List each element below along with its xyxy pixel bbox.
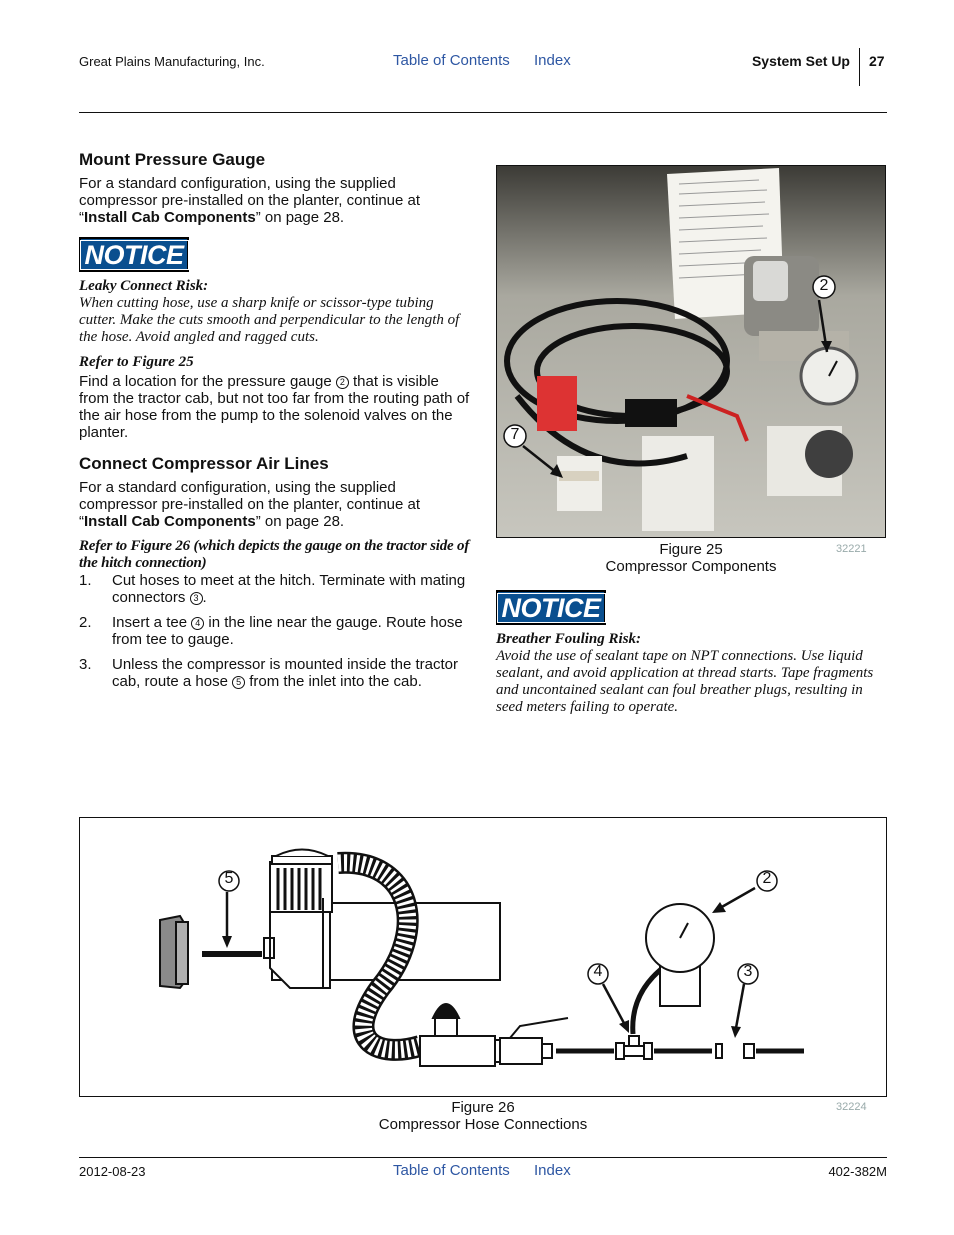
connect-air-lines-title: Connect Compressor Air Lines [79, 454, 329, 473]
find-location-paragraph: Find a location for the pressure gauge 2 that is visible from the tractor cab, but not too far from the routing path of the air hose from the pump to the solenoid valves on the planter. [79, 373, 470, 441]
callout-2-inline: 2 [336, 376, 349, 389]
photo-callout-7: 7 [510, 426, 520, 443]
toc-link-header[interactable]: Table of Contents [393, 52, 510, 69]
callout-5-inline: 5 [232, 676, 245, 689]
figure-26-ref: 32224 [836, 1101, 867, 1113]
diagram-callout-5: 5 [224, 870, 234, 887]
mount-gauge-paragraph: For a standard configuration, using the supplied compressor pre-installed on the planter, continue at “Install Cab Components” on page 28. [79, 175, 421, 226]
footer-rule [79, 1157, 887, 1158]
document-number: 402-382M [828, 1164, 887, 1179]
step-item: 3. Unless the compressor is mounted inside the tractor cab, route a hose 5 from the inlet into the cab. [79, 656, 458, 690]
breather-fouling-text: Avoid the use of sealant tape on NPT connections. Use liquid sealant, and avoid application at thread starts. Tape fragments and uncontained sealant can foul breather plugs, resulting in seed meters failing to operate. [496, 648, 874, 715]
diagram-callout-3: 3 [743, 963, 753, 980]
figure-25-caption: Figure 25 Compressor Components [605, 541, 777, 575]
hose-connections-diagram [79, 817, 887, 1097]
breather-fouling-title: Breather Fouling Risk: [496, 631, 642, 647]
header-divider [859, 48, 860, 86]
refer-figure-26: Refer to Figure 26 (which depicts the gauge on the tractor side of the hitch connection) [79, 538, 470, 571]
index-link-header[interactable]: Index [534, 52, 571, 69]
install-cab-ref-2: Install Cab Components [84, 513, 256, 530]
install-cab-ref-1: Install Cab Components [84, 209, 256, 226]
toc-link-footer[interactable]: Table of Contents [393, 1162, 510, 1179]
step-item: 1. Cut hoses to meet at the hitch. Terminate with mating connectors 3 . [79, 572, 466, 606]
photo-callout-2: 2 [819, 277, 829, 294]
callout-3-inline: 3 [190, 592, 203, 605]
diagram-callout-2: 2 [762, 870, 772, 887]
page-number: 27 [869, 53, 885, 69]
notice-badge-2: NOTICE [496, 590, 606, 625]
steps-list [79, 572, 471, 690]
leaky-connect-title: Leaky Connect Risk: [79, 278, 209, 294]
figure-26-caption: Figure 26 Compressor Hose Connections [378, 1099, 588, 1133]
footer-date: 2012-08-23 [79, 1164, 146, 1179]
refer-figure-25: Refer to Figure 25 [79, 354, 194, 370]
index-link-footer[interactable]: Index [534, 1162, 571, 1179]
step-item: 2. Insert a tee 4 in the line near the gauge. Route hose from tee to gauge. [79, 614, 463, 648]
company-name: Great Plains Manufacturing, Inc. [79, 54, 265, 69]
header-rule [79, 112, 887, 113]
leaky-connect-text: When cutting hose, use a sharp knife or scissor-type tubing cutter. Make the cuts smooth and perpendicular to the length of the hose. Avoid angled and ragged cuts. [79, 295, 460, 345]
callout-4-inline: 4 [191, 617, 204, 630]
section-name: System Set Up [751, 53, 850, 69]
diagram-callout-4: 4 [593, 963, 603, 980]
figure-25-ref: 32221 [836, 543, 867, 555]
mount-gauge-title: Mount Pressure Gauge [79, 150, 266, 169]
connect-paragraph: For a standard configuration, using the supplied compressor pre-installed on the planter, continue at “Install Cab Components” on page 28. [79, 479, 421, 530]
compressor-components-photo [496, 165, 886, 538]
notice-badge-1: NOTICE [79, 237, 189, 272]
